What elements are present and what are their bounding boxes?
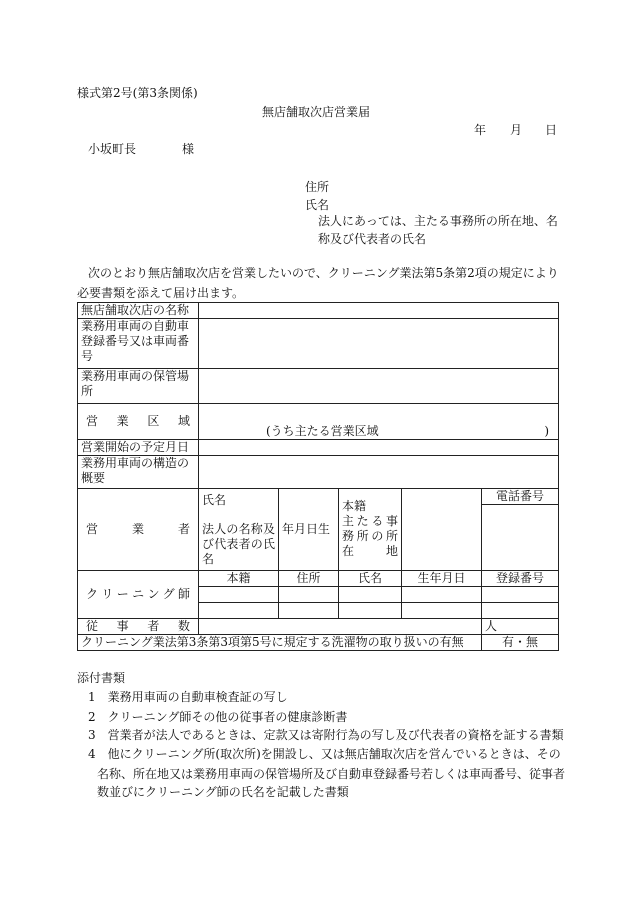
cleaner-row1-birthdate[interactable] [402,587,482,603]
cleaner-header-name: 氏名 [339,571,402,587]
attachment-item-2 [88,711,347,723]
vehicle-storage-label: 業務用車両の保管場所 [78,369,199,404]
vehicle-registration-label: 業務用車両の自動車登録番号又は車両番号 [78,319,199,369]
start-date-label: 営業開始の予定月日 [78,440,199,456]
date-day: 日 [545,123,558,137]
vehicle-structure-label: 業務用車両の構造の概要 [78,456,199,489]
attachment-item-3 [88,729,564,741]
shop-name-label: 無店舗取次店の名称 [78,303,199,319]
laundry-question: クリーニング業法第3条第3項第5号に規定する洗濯物の取り扱いの有無 [78,635,482,651]
cleaner-header-birthdate: 生年月日 [402,571,482,587]
business-area-label: 営業区域 [78,404,199,440]
operator-address-field[interactable] [402,489,482,571]
cleaner-row1-regno[interactable] [482,587,559,603]
business-area-field[interactable] [199,404,559,440]
operator-birth-label: 年月日生 [279,489,339,571]
attachment-num: 2 [88,710,96,724]
attachment-item-4-cont1: 名称、所在地又は業務用車両の保管場所及び自動車登録番号若しくは車両番号、従事者 [97,767,566,781]
body-text-line1: 次のとおり無店舗取次店を営業したいので、クリーニング業法第5条第2項の規定により [88,266,559,280]
attachment-text: 営業者が法人であるときは、定款又は寄附行為の写し及び代表者の資格を証する書類 [107,728,564,742]
form-number: 様式第2号(第3条関係) [77,86,198,100]
attachment-text: クリーニング師その他の従事者の健康診断書 [107,710,348,724]
attachment-num: 1 [88,690,96,704]
attachment-item-1 [88,691,288,703]
operator-phone-label: 電話番号 [482,489,559,505]
employees-field[interactable] [199,619,482,635]
attachment-text: 他にクリーニング所(取次所)を開設し、又は無店舗取次店を営んでいるときは、その [107,747,561,761]
application-table [77,302,559,651]
operator-domicile-cell [339,489,402,571]
corporate-note-line1: 法人にあっては、主たる事務所の所在地、名 [318,214,558,228]
operator-name-cell[interactable] [199,489,279,571]
attachment-num: 3 [88,728,96,742]
operator-phone-field[interactable] [482,505,559,571]
document-title: 無店舗取次店営業届 [262,105,371,119]
operator-label: 営業者 [78,489,199,571]
operator-domicile-label: 本籍 [342,499,367,513]
start-date-field[interactable] [199,440,559,456]
cleaner-row2-name[interactable] [339,603,402,619]
date-year: 年 [474,123,487,137]
attachments-heading: 添付書類 [77,671,126,685]
corporate-note-line2: 称及び代表者の氏名 [318,232,427,246]
operator-corp-label: 法人の名称及び代表者の氏名 [202,522,275,566]
cleaner-row2-domicile[interactable] [199,603,279,619]
addressee: 小坂町長 [88,142,137,156]
cleaner-row2-address[interactable] [279,603,339,619]
cleaner-row1-address[interactable] [279,587,339,603]
operator-name-label: 氏名 [202,493,227,507]
employees-unit: 人 [482,619,559,635]
cleaner-row2-regno[interactable] [482,603,559,619]
attachment-text: 業務用車両の自動車検査証の写し [107,690,288,704]
attachment-item-4-cont2: 数並びにクリーニング師の氏名を記載した書類 [97,785,349,799]
address-label: 住所 [305,180,330,194]
date-month: 月 [510,123,523,137]
cleaner-row2-birthdate[interactable] [402,603,482,619]
vehicle-structure-field[interactable] [199,456,559,489]
cleaner-label: クリーニング師 [78,571,199,619]
body-text-line2: 必要書類を添えて届け出ます。 [77,286,245,300]
vehicle-storage-field[interactable] [199,369,559,404]
name-label: 氏名 [305,198,330,212]
attachment-num: 4 [88,747,96,761]
employees-label: 従事者数 [78,619,199,635]
cleaner-header-regno: 登録番号 [482,571,559,587]
main-area-open: (うち主たる営業区域 [266,424,379,438]
attachment-item-4 [88,748,561,760]
cleaner-header-domicile: 本籍 [199,571,279,587]
shop-name-field[interactable] [199,303,559,319]
laundry-answer[interactable]: 有・無 [482,635,559,651]
cleaner-row1-domicile[interactable] [199,587,279,603]
vehicle-registration-field[interactable] [199,319,559,369]
cleaner-header-address: 住所 [279,571,339,587]
main-area-close: ) [544,424,550,438]
honorific: 様 [182,142,195,156]
operator-office-label: 主たる事務所の所在地 [342,514,398,558]
cleaner-row1-name[interactable] [339,587,402,603]
